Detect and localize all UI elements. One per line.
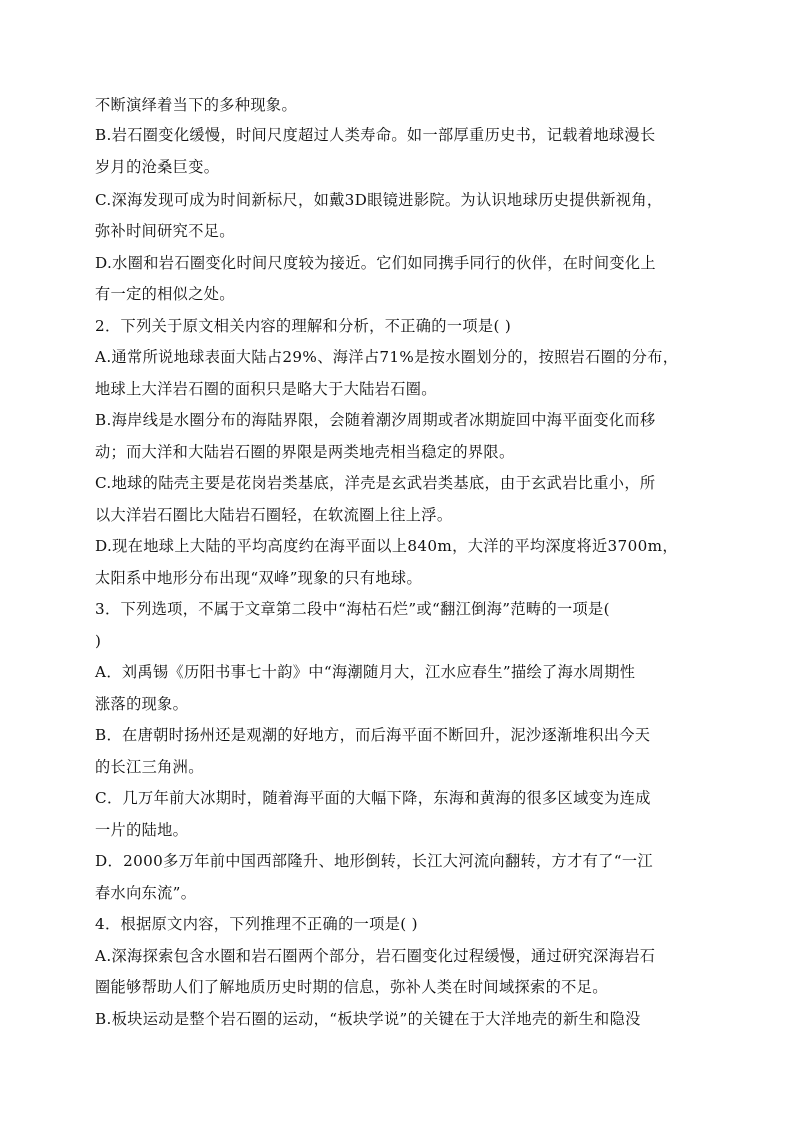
text-line: B.板块运动是整个岩石圈的运动，“板块学说”的关键在于大洋地壳的新生和隐没 [95, 1010, 641, 1028]
text-line: B.岩石圈变化缓慢，时间尺度超过人类寿命。如一部厚重历史书，记载着地球漫长 [95, 126, 656, 144]
text-line: D.水圈和岩石圈变化时间尺度较为接近。它们如同携手同行的伙伴，在时间变化上 [95, 254, 656, 272]
text-line: ) [95, 632, 102, 650]
text-line: C.深海发现可成为时间新标尺，如戴3D眼镜进影院。为认识地球历史提供新视角， [95, 191, 663, 209]
question-3-stem: 3．下列选项，不属于文章第二段中“海枯石烂”或“翻江倒海”范畴的一项是( [95, 600, 610, 618]
text-line: 一片的陆地。 [95, 821, 189, 839]
text-line: 岁月的沧桑巨变。 [95, 158, 220, 176]
text-line: 春水向东流”。 [95, 884, 197, 902]
question-2-stem: 2．下列关于原文相关内容的理解和分析，不正确的一项是( ) [95, 317, 512, 335]
text-line: 涨落的现象。 [95, 695, 189, 713]
text-line: C.地球的陆壳主要是花岗岩类基底，洋壳是玄武岩类基底，由于玄武岩比重小，所 [95, 474, 656, 492]
text-line: B.海岸线是水圈分布的海陆界限，会随着潮汐周期或者冰期旋回中海平面变化而移 [95, 411, 656, 429]
text-line: A．刘禹锡《历阳书事七十韵》中“海潮随月大，江水应春生”描绘了海水周期性 [95, 663, 636, 681]
text-line: D.现在地球上大陆的平均高度约在海平面以上840m，大洋的平均深度将近3700m， [95, 537, 678, 555]
text-line: C．几万年前大冰期时，随着海平面的大幅下降，东海和黄海的很多区域变为连成 [95, 789, 651, 807]
text-line: D．2000多万年前中国西部隆升、地形倒转，长江大河流向翻转，方才有了“一江 [95, 852, 653, 870]
text-line: A.深海探索包含水圈和岩石圈两个部分，岩石圈变化过程缓慢，通过研究深海岩石 [95, 947, 656, 965]
text-line: 的长江三角洲。 [95, 758, 204, 776]
text-line: A.通常所说地球表面大陆占29%、海洋占71%是按水圈划分的，按照岩石圈的分布， [95, 348, 679, 366]
text-line: 弥补时间研究不足。 [95, 222, 235, 240]
question-4-stem: 4．根据原文内容，下列推理不正确的一项是( ) [95, 915, 418, 933]
text-line: 圈能够帮助人们了解地质历史时期的信息，弥补人类在时间域探索的不足。 [95, 978, 608, 996]
text-line: 动；而大洋和大陆岩石圈的界限是两类地壳相当稳定的界限。 [95, 443, 515, 461]
text-line: 以大洋岩石圈比大陆岩石圈轻，在软流圈上往上浮。 [95, 506, 453, 524]
text-line: 有一定的相似之处。 [95, 285, 235, 303]
text-line: B．在唐朝时扬州还是观潮的好地方，而后海平面不断回升，泥沙逐渐堆积出今天 [95, 726, 651, 744]
text-line: 太阳系中地形分布出现“双峰”现象的只有地球。 [95, 569, 422, 587]
text-line: 地球上大洋岩石圈的面积只是略大于大陆岩石圈。 [95, 380, 437, 398]
text-line: 不断演绎着当下的多种现象。 [95, 96, 297, 114]
